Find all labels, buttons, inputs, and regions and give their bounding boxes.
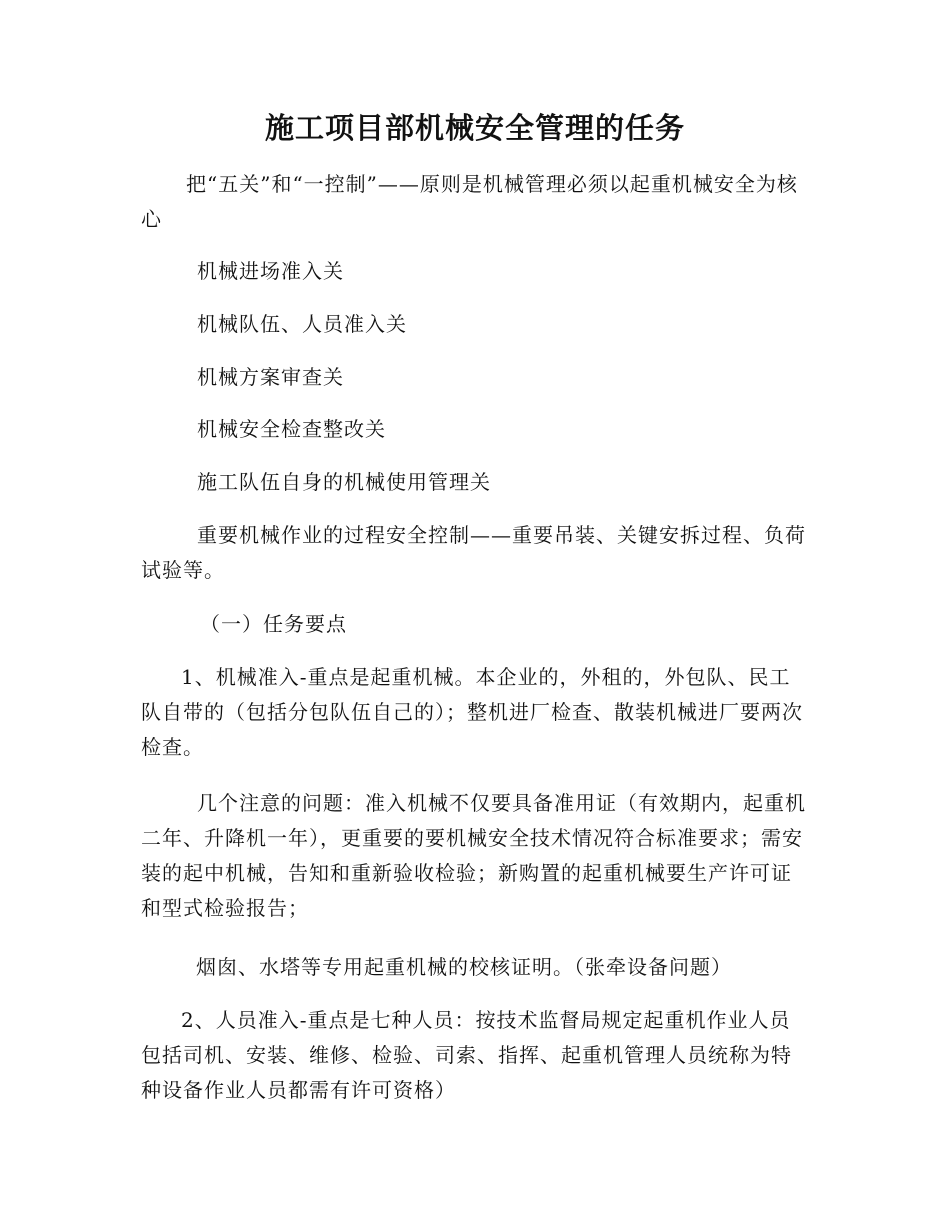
section-heading: （一）任务要点 (200, 612, 347, 636)
checkpoint-item: 机械方案审查关 (197, 365, 344, 389)
point1-paragraph: 1、机械准入-重点是起重机械。本企业的，外租的，外包队、民工队自带的（包括分包队伍自己的）；整机进厂检查、散装机械进厂要两次检查。 (141, 665, 803, 759)
notes-paragraph: 几个注意的问题：准入机械不仅要具备准用证（有效期内，起重机二年、升降机一年），更重要的要机械安全技术情况符合标准要求；需安装的起中机械，告知和重新验收检验；新购置的起重机械要生产许可证和型式检验报告； (141, 791, 806, 920)
checkpoint-item: 机械安全检查整改关 (197, 417, 386, 441)
checkpoint-item: 机械队伍、人员准入关 (197, 312, 407, 336)
point2-paragraph: 2、人员准入-重点是七种人员：按技术监督局规定起重机作业人员包括司机、安装、维修、检验、司索、指挥、起重机管理人员统称为特种设备作业人员都需有许可资格） (141, 1008, 792, 1102)
intro-paragraph: 把“五关”和“一控制”——原则是机械管理必须以起重机械安全为核心 (141, 172, 798, 231)
control-paragraph: 重要机械作业的过程安全控制——重要吊装、关键安拆过程、负荷试验等。 (141, 523, 806, 582)
checkpoint-item: 机械进场准入关 (197, 259, 344, 283)
chimney-paragraph: 烟囱、水塔等专用起重机械的校核证明。（张牵设备问题） (196, 955, 732, 979)
checkpoint-item: 施工队伍自身的机械使用管理关 (197, 470, 491, 494)
document-title: 施工项目部机械安全管理的任务 (264, 111, 685, 145)
